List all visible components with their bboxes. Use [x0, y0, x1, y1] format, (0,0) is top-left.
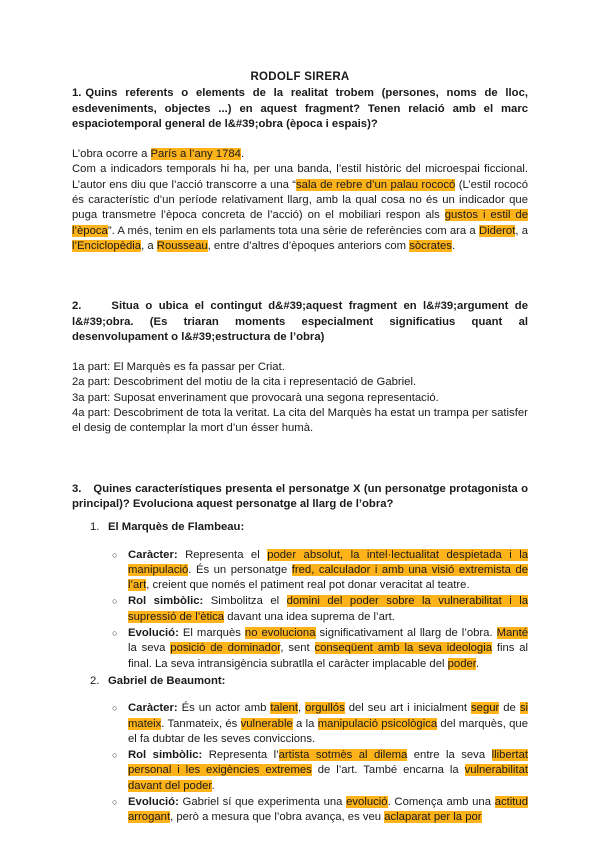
question-3: [72, 482, 528, 513]
plot-part: 2a part: Descobriment del motiu de la cita i representació de Gabriel.: [72, 376, 417, 389]
highlight: si mateix: [128, 702, 528, 730]
highlight: poder absolut, la intel·lectualitat despietada i la manipulació: [128, 548, 528, 576]
question-1: [72, 86, 528, 132]
highlight: aclaparat per la por: [384, 811, 482, 824]
bullet-circle-icon: ○: [112, 703, 118, 714]
highlight: actitud arrogant: [128, 795, 528, 824]
highlight: l’Enciclopèdia: [72, 239, 142, 252]
highlight: no evoluciona: [244, 627, 316, 640]
highlight: conseqüent amb la seva ideologia: [314, 642, 493, 655]
highlight: talent: [270, 702, 299, 715]
highlight: fred, calculador i amb una visió extremista de l’art: [128, 563, 528, 592]
character-list-gabriel: [72, 701, 528, 825]
question-number: 1.: [72, 87, 82, 100]
highlight: sala de rebre d’un palau rococó: [296, 178, 456, 191]
bullet-circle-icon: ○: [112, 628, 118, 639]
list-item: ○ Evolució: El marquès no evoluciona significativament al llarg de l’obra. Manté la seva posició de dominador, sent conseqüent amb la seva ideologia fins al final. La seva intransigència subratlla el caràcter implacable del poder.: [112, 627, 529, 670]
document-title: RODOLF SIRERA: [250, 71, 350, 83]
plot-part: 3a part: Suposat enverinament que provocarà una segona representació.: [72, 391, 439, 404]
highlight: artista sotmès al dilema: [278, 749, 408, 762]
highlight: llibertat personal i les exigències extremes: [128, 749, 528, 777]
question-text: Quins referents o elements de la realitat trobem (persones, noms de lloc, esdeveniments, objectes ...) en aquest fragment? Tenen relació amb el marc espaciotemporal general de l&#39;obra (època i espais)?: [72, 87, 528, 130]
question-text: Quines característiques presenta el personatge X (un personatge protagonista o principal)? Evoluciona aquest personatge al llarg de l’obra?: [72, 482, 528, 510]
highlight: sòcrates: [409, 239, 452, 252]
highlight: Rousseau: [156, 239, 208, 252]
bullet-circle-icon: ○: [112, 796, 118, 807]
highlight: orgullós: [305, 702, 345, 715]
list-item: ○ Rol simbòlic: Representa l’artista sotmès al dilema entre la seva llibertat personal i les exigències extremes de l’art. També encarna la vulnerabilitat davant del poder.: [112, 749, 528, 792]
highlight: evolució: [346, 795, 388, 808]
plot-part: 1a part: El Marquès es fa passar per Criat.: [72, 361, 285, 374]
highlight: poder: [447, 657, 476, 670]
bullet-circle-icon: ○: [112, 549, 118, 560]
highlight: Manté: [496, 627, 529, 640]
highlight: gustos i estil de l’època: [72, 209, 528, 237]
list-item: ○ Rol simbòlic: Simbolitza el domini del poder sobre la vulnerabilitat i la supressió de l’ètica davant una idea suprema de l’art.: [112, 595, 528, 623]
character-heading: 1. El Marquès de Flambeau:: [90, 521, 245, 534]
list-item: ○ Caràcter: És un actor amb talent, orgullós del seu art i inicialment segur de si mateix. Tanmateix, és vulnerable a la manipulació psicològica del marquès, que el fa dubtar de les seves conviccions.: [112, 702, 528, 745]
document-content: [72, 70, 528, 827]
list-item: ○ Evolució: Gabriel sí que experimenta una evolució. Comença amb una actitud arrogant, però a mesura que l’obra avança, es veu aclaparat per la por: [112, 795, 528, 824]
highlight: domini del poder sobre la vulnerabilitat i la supressió de l’ètica: [128, 595, 528, 623]
question-number: 2.: [72, 300, 82, 313]
bullet-circle-icon: ○: [112, 750, 118, 761]
question-2: [72, 299, 528, 345]
highlight: segur: [471, 702, 500, 715]
highlight: vulnerable: [240, 717, 293, 730]
question-number: 3.: [72, 482, 82, 495]
character-heading: 2. Gabriel de Beaumont:: [90, 674, 226, 687]
highlight: posició de dominador: [170, 642, 281, 655]
highlight: París a l’any 1784: [150, 148, 241, 161]
list-item: ○ Caràcter: Representa el poder absolut, la intel·lectualitat despietada i la manipulació. És un personatge fred, calculador i amb una visió extremista de l’art, creient que només el patiment real pot donar veracitat al teatre.: [112, 548, 528, 592]
highlight: Diderot: [478, 224, 516, 237]
highlight: manipulació psicològica: [317, 717, 438, 730]
answer-1-paragraph: Com a indicadors temporals hi ha, per una banda, l’estil històric del microespai ficcional. L’autor ens diu que l’acció transcorre a una “sala de rebre d’un palau rococó (L’estil rococó és característic d’un període relativament llarg, amb la qual cosa no és un indicador que puga transmetre l’època concreta de l’acció) on el mobiliari respon als gustos i estil de l’època”. A més, tenim en els parlaments tota una sèrie de referències com ara a Diderot, a l’Enciclopèdia, a Rousseau, entre d’altres d’èpoques anteriors com sòcrates.: [72, 163, 529, 252]
character-list-marques: [72, 548, 528, 672]
highlight: vulnerabilitat davant del poder: [128, 764, 528, 792]
bullet-circle-icon: ○: [112, 596, 118, 607]
question-text: Situa o ubica el contingut d&#39;aquest fragment en l&#39;argument de l&#39;obra. (Es triaran moments especialment significatius quant al desenvolupament o l&#39;estructura de l’obra): [72, 300, 528, 343]
plot-part: 4a part: Descobriment de tota la veritat. La cita del Marquès ha estat un trampa per satisfer el desig de contemplar la mort d’un ésser humà.: [72, 407, 528, 435]
answer-1-line-1: L’obra ocorre a París a l’any 1784.: [72, 148, 245, 161]
